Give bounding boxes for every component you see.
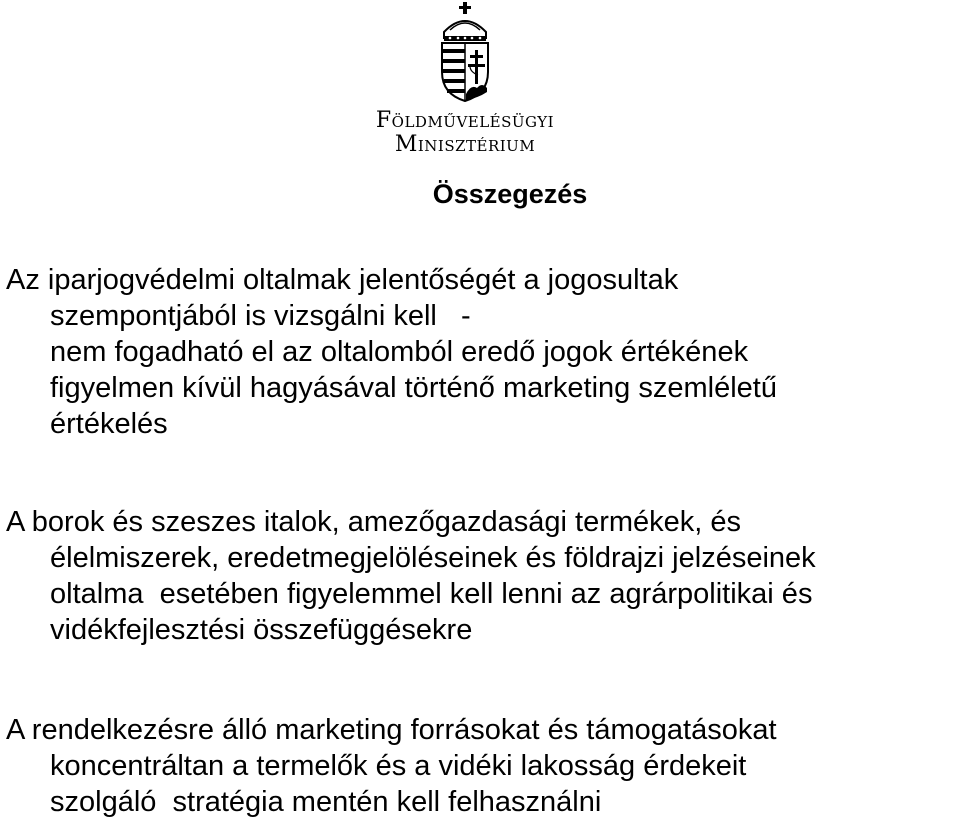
- text-line: A borok és szeszes italok, amezőgazdasági termékek, és: [6, 506, 742, 538]
- ministry-name-line1: Földművelésügyi: [375, 108, 555, 133]
- paragraph-3: [6, 712, 956, 820]
- coat-of-arms-icon: [434, 2, 496, 102]
- text-line: oltalma esetében figyelemmel kell lenni az agrárpolitikai és: [50, 578, 813, 610]
- text-line: értékelés: [50, 408, 168, 440]
- ministry-name-line2: Minisztérium: [394, 132, 536, 157]
- text-line: vidékfejlesztési összefüggésekre: [50, 614, 473, 646]
- text-line: koncentráltan a termelők és a vidéki lakosság érdekeit: [50, 750, 747, 782]
- text-line: nem fogadható el az oltalomból eredő jogok értékének: [50, 336, 749, 368]
- text-line: A rendelkezésre álló marketing forrásokat és támogatásokat: [6, 714, 777, 746]
- text-line: élelmiszerek, eredetmegjelöléseinek és földrajzi jelzéseinek: [50, 542, 816, 574]
- ministry-logo: [360, 0, 570, 160]
- paragraph-2: [6, 504, 956, 648]
- text-line: szempontjából is vizsgálni kell -: [50, 300, 471, 332]
- page-title: Összegezés: [432, 179, 588, 209]
- text-line: Az iparjogvédelmi oltalmak jelentőségét a jogosultak: [6, 264, 679, 296]
- text-line: szolgáló stratégia mentén kell felhasználni: [50, 786, 602, 818]
- text-line: figyelmen kívül hagyásával történő marketing szemléletű: [50, 372, 777, 404]
- paragraph-1: [6, 262, 956, 442]
